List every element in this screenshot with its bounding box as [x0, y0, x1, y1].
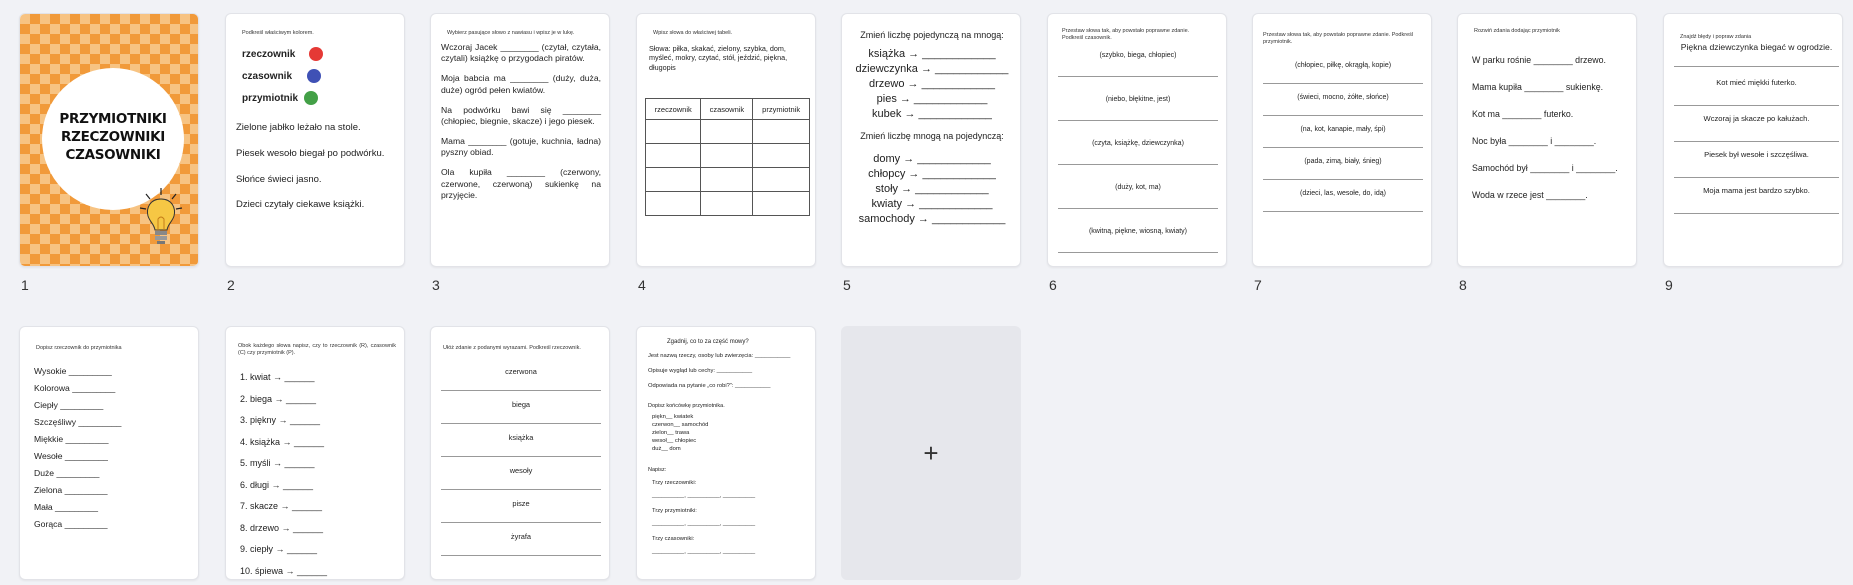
- exercise-item: (na, kot, kanapie, mały, śpi): [1263, 126, 1423, 158]
- list-item: piękn__ kwiatek: [652, 414, 694, 420]
- list-item: Mała _________: [34, 502, 99, 512]
- sentence-list: [236, 122, 401, 212]
- answer-line: [1058, 164, 1218, 165]
- exercise-list: [1674, 42, 1839, 222]
- list-item: Zielona _________: [34, 485, 108, 495]
- list-item: 4. książka → ______: [240, 436, 325, 447]
- answer-line: [441, 555, 601, 556]
- table-cell: [646, 192, 701, 216]
- exercise-item: (pada, zimą, biały, śnieg): [1263, 158, 1423, 190]
- exercise-item: pisze: [441, 499, 601, 532]
- instruction: Podkreśl właściwym kolorem.: [242, 30, 314, 36]
- answer-line: [441, 489, 601, 490]
- answer-line: [441, 522, 601, 523]
- sentence: Słońce świeci jasno.: [236, 173, 322, 185]
- instruction: Ułóż zdanie z podanymi wyrazami. Podkreśl rzeczownik.: [443, 345, 581, 351]
- page-thumbnail-12[interactable]: [430, 326, 612, 580]
- exercise-item: (czyta, książkę, dziewczynka): [1058, 140, 1218, 184]
- worksheet-page[interactable]: [430, 326, 610, 580]
- exercise-item: (chłopiec, piłkę, okrągłą, kopie): [1263, 62, 1423, 94]
- list-item: domy → ____________: [873, 153, 991, 165]
- worksheet-page[interactable]: [1047, 13, 1227, 267]
- answer-line: [1058, 208, 1218, 209]
- exercise-item: (świeci, mocno, żółte, słońce): [1263, 94, 1423, 126]
- worksheet-page[interactable]: [430, 13, 610, 267]
- list-item: czerwon__ samochód: [652, 422, 709, 428]
- page-number: 9: [1665, 277, 1673, 293]
- page-thumbnail-9[interactable]: [1663, 13, 1845, 293]
- page-number: 5: [843, 277, 851, 293]
- worksheet-page[interactable]: [636, 13, 816, 267]
- answer-line: [1674, 177, 1839, 178]
- answer-blanks: __________, __________, __________: [652, 549, 756, 555]
- answer-line: [441, 456, 601, 457]
- list-item: kwiaty → ____________: [871, 198, 993, 210]
- page-number: 1: [21, 277, 29, 293]
- legend-noun: rzeczownik: [242, 44, 323, 66]
- list-item: Kolorowa _________: [34, 383, 116, 393]
- answer-line: [1058, 120, 1218, 121]
- question-list: [648, 353, 813, 390]
- page-thumbnail-3[interactable]: [430, 13, 612, 293]
- sentence: Noc była ________ i ________.: [1472, 136, 1597, 146]
- paragraph: Mama ________ (gotuje, kuchnia, ładna) pyszny obiad.: [441, 136, 601, 158]
- section-heading: Dopisz końcówkę przymiotnika.: [648, 403, 725, 409]
- worksheet-page[interactable]: [1663, 13, 1843, 267]
- list-item: Trzy rzeczowniki:: [652, 480, 697, 486]
- list-item: 10. śpiewa → ______: [240, 565, 328, 576]
- section-heading: Zmień liczbę mnogą na pojedynczą:: [860, 131, 1004, 141]
- page-thumbnail-7[interactable]: [1252, 13, 1434, 293]
- red-dot-icon: [309, 47, 323, 61]
- list-item: 5. myśli → ______: [240, 458, 315, 468]
- answer-line: [1674, 213, 1839, 214]
- question: Opisuje wygląd lub cechy: ___________: [648, 367, 753, 374]
- singular-list: [842, 47, 1021, 122]
- list-item: zielon__ trawa: [652, 430, 690, 436]
- lightbulb-icon: [138, 186, 184, 256]
- list-item: Gorąca _________: [34, 519, 108, 529]
- add-page-card[interactable]: [841, 326, 1021, 580]
- list-item: 6. długi → ______: [240, 479, 314, 490]
- table-cell: [753, 144, 810, 168]
- paragraph: Wczoraj Jacek ________ (czytał, czytała, czytali) książkę o przygodach piratów.: [441, 42, 601, 64]
- table-cell: [701, 144, 753, 168]
- answer-line: [1263, 147, 1423, 148]
- page-number: 8: [1459, 277, 1467, 293]
- exercise-item: wesoły: [441, 466, 601, 499]
- list-item: Wesołe _________: [34, 451, 108, 461]
- list-item: 7. skacze → ______: [240, 501, 323, 511]
- page-number: 4: [638, 277, 646, 293]
- list-item: pies → ____________: [876, 93, 988, 105]
- list-item: samochody → ____________: [858, 213, 1006, 225]
- paragraph: Ola kupiła ________ (czerwony, czerwone, czerwoną) sukienkę na przyjęcie.: [441, 167, 601, 200]
- exercise-item: czerwona: [441, 367, 601, 400]
- list-item: drzewo → ____________: [869, 78, 995, 90]
- table-cell: [646, 144, 701, 168]
- list-item: Duże _________: [34, 468, 100, 478]
- page-thumbnail-8[interactable]: [1457, 13, 1639, 293]
- answer-line: [441, 423, 601, 424]
- page-thumbnail-2[interactable]: [225, 13, 407, 293]
- instruction: Wpisz słowa do właściwej tabeli.: [653, 30, 733, 36]
- exercise-item: (kwitną, piękne, wiosną, kwiaty): [1058, 228, 1218, 267]
- cover-page[interactable]: [19, 13, 199, 267]
- list-item: książka → ____________: [868, 48, 996, 60]
- table-cell: [646, 168, 701, 192]
- exercise-item: Kot mieć miękki futerko.: [1674, 78, 1839, 114]
- instruction: Przestaw słowa tak, aby powstało poprawne zdanie. Podkreśl przymiotnik.: [1263, 32, 1414, 46]
- worksheet-page[interactable]: [1457, 13, 1637, 267]
- list-item: 3. piękny → ______: [240, 415, 321, 425]
- sentence: Samochód był ________ i ________.: [1472, 163, 1618, 173]
- sentence: Kot ma ________ futerko.: [1472, 109, 1574, 119]
- answer-line: [1263, 115, 1423, 116]
- answer-line: [441, 390, 601, 391]
- page-thumbnail-1[interactable]: [19, 13, 201, 293]
- worksheet-page[interactable]: [19, 326, 199, 580]
- table-cell: [701, 120, 753, 144]
- answer-line: [1263, 179, 1423, 180]
- answer-line: [1674, 141, 1839, 142]
- instruction: Wybierz pasujące słowo z nawiasu i wpisz je w lukę.: [447, 30, 575, 36]
- instruction: Zgadnij, co to za część mowy?: [667, 339, 749, 345]
- sentence: Piesek wesoło biegał po podwórku.: [236, 147, 385, 159]
- list-item: stoły → ____________: [875, 183, 989, 195]
- page-number: 6: [1049, 277, 1057, 293]
- exercise-item: Piesek był wesołe i szczęśliwa.: [1674, 150, 1839, 186]
- color-legend: [242, 44, 323, 110]
- exercise-item: Moja mama jest bardzo szybko.: [1674, 186, 1839, 222]
- list-item: 9. ciepły → ______: [240, 544, 318, 554]
- exercise-item: Wczoraj ja skacze po kałużach.: [1674, 114, 1839, 150]
- exercise-item: żyrafa: [441, 532, 601, 565]
- exercise-item: książka: [441, 433, 601, 466]
- page-number: 3: [432, 277, 440, 293]
- instruction: Obok każdego słowa napisz, czy to rzeczownik (R), czasownik (C) czy przymiotnik (P).: [238, 343, 396, 357]
- plural-list: [842, 152, 1021, 227]
- sentence: Woda w rzece jest ________.: [1472, 190, 1588, 200]
- exercise-item: (szybko, biega, chłopiec): [1058, 52, 1218, 96]
- table-cell: [753, 168, 810, 192]
- question: Odpowiada na pytanie „co robi?”: ___________: [648, 382, 771, 389]
- exercise-list: [1263, 62, 1423, 222]
- list-item: chłopcy → ____________: [868, 168, 996, 180]
- legend-verb: czasownik: [242, 66, 323, 88]
- table-cell: [701, 168, 753, 192]
- list-item: dziewczynka → ____________: [855, 63, 1009, 75]
- page-thumbnail-6[interactable]: [1047, 13, 1229, 293]
- answer-line: [1058, 76, 1218, 77]
- blue-dot-icon: [307, 69, 321, 83]
- worksheet-page[interactable]: [225, 13, 405, 267]
- list-item: 1. kwiat → ______: [240, 372, 315, 382]
- cover-title: PRZYMIOTNIKI RZECZOWNIKI CZASOWNIKI: [59, 111, 167, 164]
- sorting-table: [645, 98, 810, 216]
- answer-blanks: __________, __________, __________: [652, 493, 756, 499]
- worksheet-page[interactable]: [841, 13, 1021, 267]
- page-number: 7: [1254, 277, 1262, 293]
- sentence-list: [1472, 54, 1634, 201]
- list-item: Ciepły _________: [34, 400, 104, 410]
- page-thumbnail-13[interactable]: [636, 326, 818, 580]
- legend-adjective: przymiotnik: [242, 88, 323, 110]
- phrase-list: [34, 363, 194, 533]
- exercise-item: Piękna dziewczynka biegać w ogrodzie.: [1674, 42, 1839, 78]
- table-cell: [701, 192, 753, 216]
- instruction: Znajdź błędy i popraw zdania: [1680, 34, 1752, 40]
- answer-line: [1674, 66, 1839, 67]
- list-item: Trzy czasowniki:: [652, 536, 695, 542]
- answer-line: [1263, 83, 1423, 84]
- list-item: Wysokie _________: [34, 366, 112, 376]
- exercise-item: biega: [441, 400, 601, 433]
- sentence: Dzieci czytały ciekawe książki.: [236, 199, 365, 211]
- list-item: Miękkie _________: [34, 434, 109, 444]
- exercise-item: (dzieci, las, wesołe, do, idą): [1263, 190, 1423, 222]
- answer-line: [1674, 105, 1839, 106]
- sentence: Zielone jabłko leżało na stole.: [236, 122, 361, 133]
- exercise-item: (duży, kot, ma): [1058, 184, 1218, 228]
- question: Jest nazwą rzeczy, osoby lub zwierzęcia: ___________: [648, 353, 791, 359]
- exercise-list: [441, 367, 601, 565]
- instruction: Przestaw słowa tak, aby powstało poprawne zdanie. Podkreśl czasownik.: [1062, 28, 1190, 42]
- section-heading: Zmień liczbę pojedynczą na mnogą:: [860, 30, 1004, 40]
- instruction: Dopisz rzeczownik do przymiotnika: [36, 345, 122, 351]
- table-cell: [646, 120, 701, 144]
- page-thumbnail-4[interactable]: [636, 13, 818, 293]
- list-item: 2. biega → ______: [240, 393, 317, 404]
- plus-icon: +: [923, 437, 939, 468]
- section-heading: Napisz:: [648, 467, 667, 473]
- list-item: kubek → ____________: [872, 108, 992, 120]
- list-item: 8. drzewo → ______: [240, 522, 324, 533]
- paragraph: Na podwórku bawi się ________ (chłopiec, biegnie, skacze) i jego piesek.: [441, 104, 601, 126]
- classify-list: [240, 367, 400, 580]
- fill-gaps-text: [441, 42, 601, 201]
- table-cell: [753, 120, 810, 144]
- answer-line: [1058, 252, 1218, 253]
- list-item: duż__ dom: [652, 446, 681, 452]
- paragraph: Moja babcia ma ________ (duży, duża, duże) ogród pełen kwiatów.: [441, 73, 601, 95]
- ending-list: [652, 413, 708, 453]
- column-header: czasownik: [701, 99, 753, 120]
- sentence: W parku rośnie ________ drzewo.: [1472, 55, 1606, 65]
- worksheet-page[interactable]: [225, 326, 405, 580]
- page-thumbnail-5[interactable]: [841, 13, 1023, 293]
- page-thumbnail-11[interactable]: [225, 326, 407, 580]
- answer-blanks: __________, __________, __________: [652, 521, 756, 527]
- worksheet-page[interactable]: [636, 326, 816, 580]
- add-page-button[interactable]: [841, 326, 1023, 580]
- page-number: 2: [227, 277, 235, 293]
- answer-line: [1263, 211, 1423, 212]
- list-item: Trzy przymiotniki:: [652, 508, 697, 514]
- table-cell: [753, 192, 810, 216]
- list-item: Szczęśliwy _________: [34, 417, 122, 427]
- exercise-list: [1058, 52, 1218, 267]
- column-header: przymiotnik: [753, 99, 810, 120]
- exercise-item: (niebo, błękitne, jest): [1058, 96, 1218, 140]
- write-list: [652, 479, 812, 557]
- page-thumbnail-10[interactable]: [19, 326, 201, 580]
- worksheet-page[interactable]: [1252, 13, 1432, 267]
- column-header: rzeczownik: [646, 99, 701, 120]
- list-item: wesoł__ chłopiec: [652, 438, 697, 444]
- sentence: Mama kupiła ________ sukienkę.: [1472, 82, 1604, 92]
- instruction: Rozwiń zdania dodając przymiotnik: [1474, 28, 1560, 34]
- word-bank: Słowa: piłka, skakać, zielony, szybka, dom, myśleć, mokry, czytać, stół, jeździć, piękna, długopis: [649, 44, 788, 72]
- green-dot-icon: [304, 91, 318, 105]
